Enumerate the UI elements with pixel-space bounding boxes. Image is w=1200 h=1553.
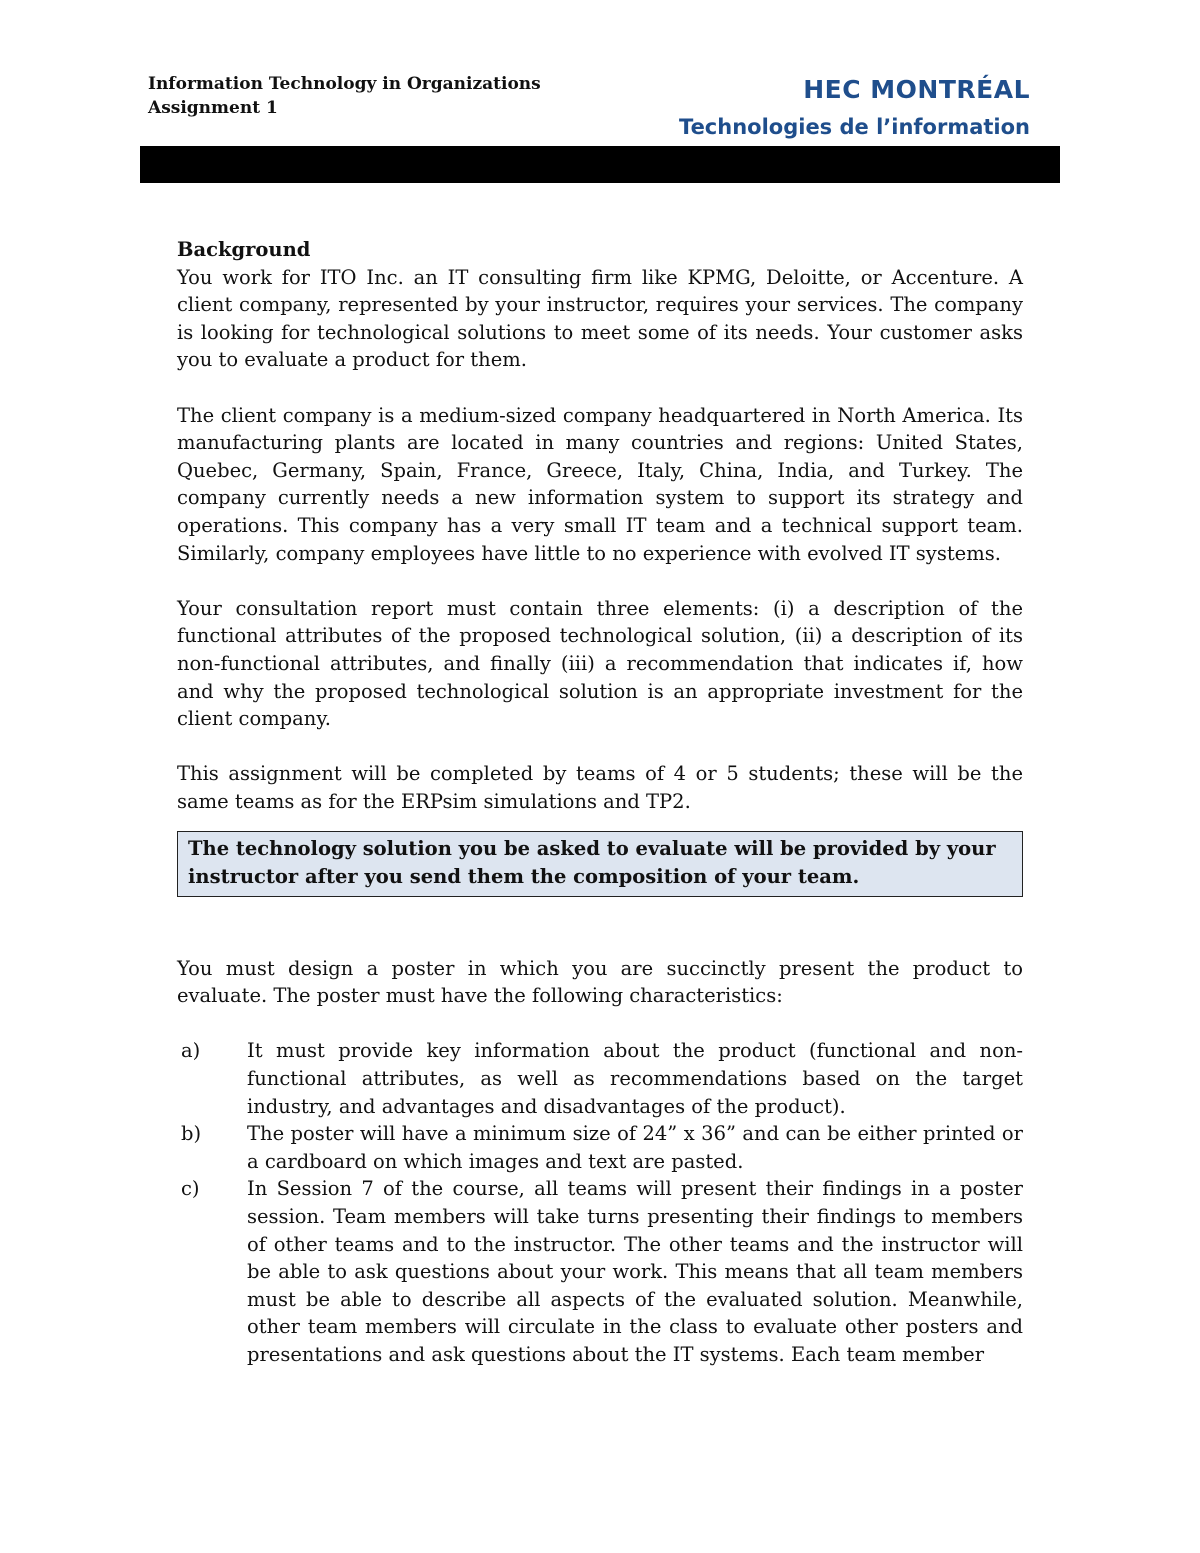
document-body xyxy=(177,236,1023,1369)
paragraph-teams: This assignment will be completed by teams of 4 or 5 students; these will be the same teams as for the ERPsim simulations and TP2. xyxy=(177,762,1023,813)
list-item xyxy=(177,1120,1023,1175)
list-item-text: In Session 7 of the course, all teams will present their findings in a poster session. Team members will take turns presenting their findings to members of other teams and to the instructor. The other teams and the instructor will be able to ask questions about your work. This means that all team members must be able to describe all aspects of the evaluated solution. Meanwhile, other team members will circulate in the class to evaluate other posters and presentations and ask questions about the IT systems. Each team member xyxy=(247,1177,1023,1366)
list-item-text: It must provide key information about the product (functional and non-functional attributes, as well as recommendations based on the target industry, and advantages and disadvantages of the product). xyxy=(247,1039,1023,1118)
list-marker: b) xyxy=(181,1122,202,1146)
list-marker: a) xyxy=(181,1039,201,1063)
assignment-label: Assignment 1 xyxy=(148,98,278,118)
section-heading: Background xyxy=(177,238,311,261)
characteristics-list xyxy=(177,1037,1023,1368)
callout-line-1: The technology solution you be asked to evaluate will be provided by your xyxy=(188,837,996,861)
logo-main-text: HEC MONTRÉAL xyxy=(803,75,1030,104)
callout-box xyxy=(177,831,1023,896)
list-item xyxy=(177,1175,1023,1368)
list-item xyxy=(177,1037,1023,1120)
hec-logo xyxy=(679,76,1030,142)
course-title: Information Technology in Organizations xyxy=(148,74,541,94)
document-header xyxy=(148,72,541,120)
list-marker: c) xyxy=(181,1177,200,1201)
list-item-text: The poster will have a minimum size of 24” x 36” and can be either printed or a cardboard on which images and text are pasted. xyxy=(247,1122,1023,1173)
callout-line-2: instructor after you send them the composition of your team. xyxy=(188,865,860,889)
paragraph-report: Your consultation report must contain three elements: (i) a description of the functional attributes of the proposed technological solution, (ii) a description of its non-functional attributes, and finally (iii) a recommendation that indicates if, how and why the proposed technological solution is an appropriate investment for the client company. xyxy=(177,596,1023,731)
paragraph-intro: You work for ITO Inc. an IT consulting firm like KPMG, Deloitte, or Accenture. A client company, represented by your instructor, requires your services. The company is looking for technological solutions to meet some of its needs. Your customer asks you to evaluate a product for them. xyxy=(177,265,1023,372)
logo-sub-text: Technologies de l’information xyxy=(679,115,1030,139)
header-divider-bar xyxy=(140,146,1060,183)
paragraph-poster: You must design a poster in which you are succinctly present the product to evaluate. The poster must have the following characteristics: xyxy=(177,956,1023,1008)
paragraph-client: The client company is a medium-sized company headquartered in North America. Its manufacturing plants are located in many countries and regions: United States, Quebec, Germany, Spain, France, Greece, Italy, China, India, and Turkey. The company currently needs a new information system to support its strategy and operations. This company has a very small IT team and a technical support team. Similarly, company employees have little to no experience with evolved IT systems. xyxy=(177,403,1023,565)
